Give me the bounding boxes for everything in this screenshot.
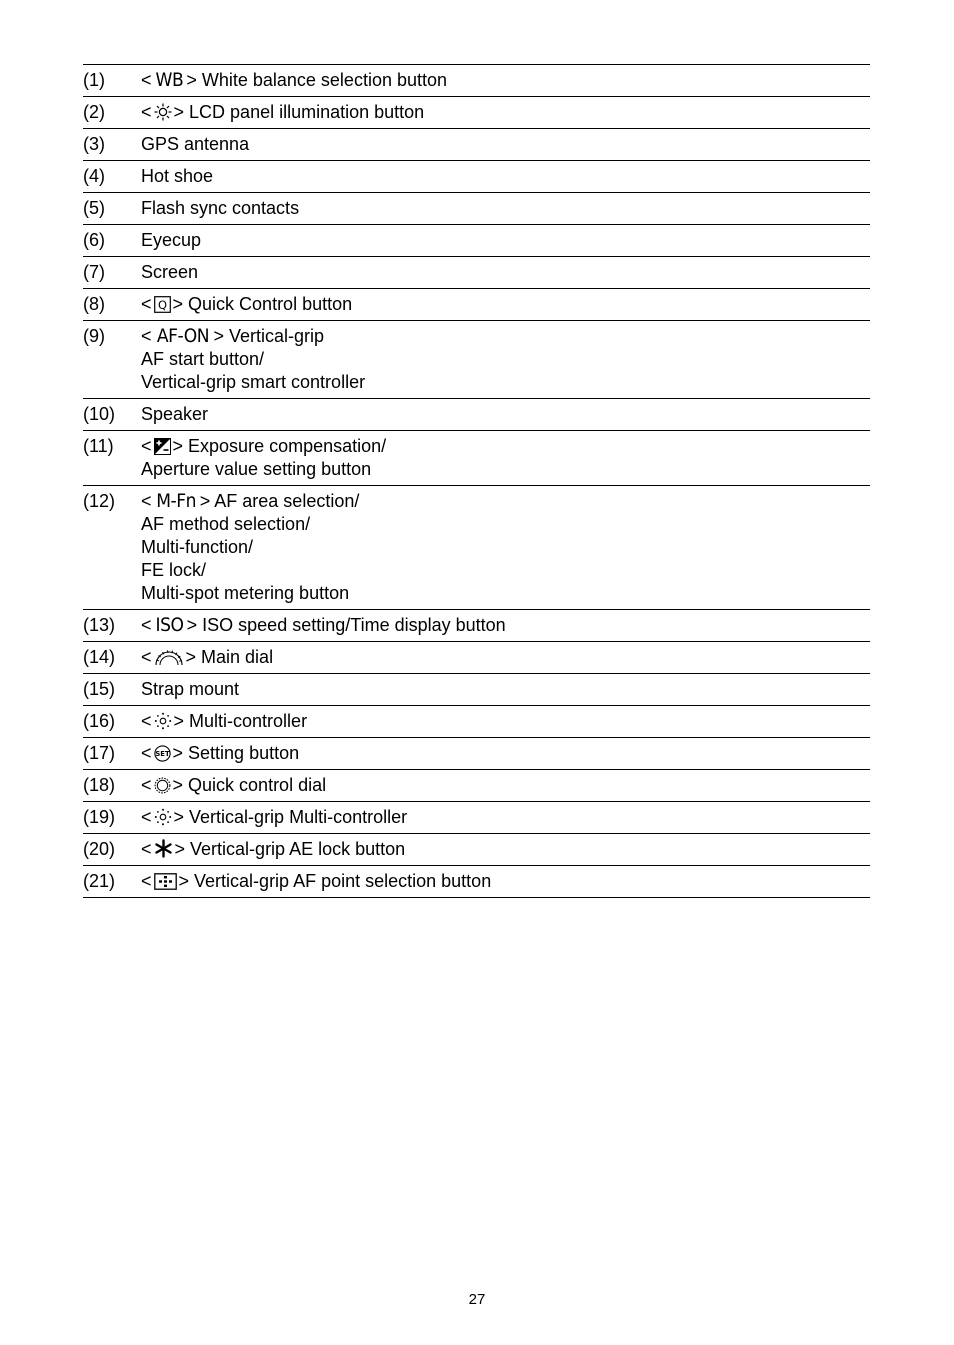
item-number: (21) [83,871,116,891]
item-number: (13) [83,615,116,635]
item-number: (1) [83,70,105,90]
quick-control-icon [154,296,171,313]
item-label: Hot shoe [141,166,214,186]
item-description: < > LCD panel illumination button [141,102,425,122]
item-label: LCD panel illumination button [189,102,425,122]
item-label: AF method selection/ [141,514,311,534]
item-number: (3) [83,134,105,154]
item-number: (5) [83,198,105,218]
item-description [141,229,870,252]
ae-lock-icon [154,839,173,858]
item-number: (19) [83,807,116,827]
m-fn-icon: M-Fn [155,490,196,512]
item-label: Eyecup [141,230,202,250]
table-row [83,770,870,802]
item-label: Screen [141,262,199,282]
table-row [83,97,870,129]
item-description: < Q > Quick Control button [141,294,353,314]
multi-controller-icon [154,712,172,730]
item-number: (7) [83,262,105,282]
table-row [83,161,870,193]
table-row [83,321,870,399]
item-number: (18) [83,775,116,795]
item-label: Setting button [188,743,300,763]
item-label: Strap mount [141,679,240,699]
main-dial-icon [154,648,184,666]
item-description: < AF-ON > Vertical-grip AF start button/ Vertical-grip smart controller [141,325,870,394]
item-label: Flash sync contacts [141,198,300,218]
table-row [83,431,870,486]
item-number: (4) [83,166,105,186]
table-row [83,65,870,97]
svg-text:Q: Q [157,298,167,312]
item-label: Vertical-grip [229,326,325,346]
table-row [83,289,870,321]
item-label: AF start button/ [141,349,265,369]
item-description: < SET > Setting button [141,743,300,763]
item-label: FE lock/ [141,560,207,580]
item-label: Aperture value setting button [141,459,372,479]
item-label: Vertical-grip smart controller [141,372,366,392]
parts-table [83,64,870,898]
table-row [83,129,870,161]
item-label: White balance selection button [201,70,448,90]
item-number: (20) [83,839,116,859]
quick-control-dial-icon [154,777,171,794]
iso-icon: ISO [155,614,184,636]
af-point-selection-icon [154,873,177,890]
table-row [83,834,870,866]
item-label: Multi-controller [189,711,308,731]
item-label: Multi-function/ [141,537,254,557]
item-label: Exposure compensation/ [188,436,387,456]
table-row [83,642,870,674]
multi-controller-icon [154,808,172,826]
exposure-compensation-icon [154,438,171,455]
item-description: < ISO > ISO speed setting/Time display button [141,614,506,636]
item-description [141,133,870,156]
table-row [83,738,870,770]
table-row [83,399,870,431]
item-description: < > Exposure compensation/ Aperture value setting button [141,435,870,481]
item-description: < > Multi-controller [141,711,308,731]
item-number: (14) [83,647,116,667]
item-number: (10) [83,404,116,424]
item-number: (15) [83,679,116,699]
item-description: < > Main dial [141,647,274,667]
item-number: (17) [83,743,116,763]
item-number: (2) [83,102,105,122]
table-row [83,674,870,706]
item-label: Vertical-grip AE lock button [190,839,406,859]
item-description [141,197,870,220]
item-description [141,403,870,426]
item-description [141,678,870,701]
item-description: < > Vertical-grip Multi-controller [141,807,408,827]
item-label: AF area selection/ [214,491,360,511]
table-row [83,193,870,225]
item-label: Vertical-grip Multi-controller [189,807,408,827]
item-number: (12) [83,491,116,511]
set-icon [154,745,171,762]
item-description: < > Vertical-grip AE lock button [141,839,406,859]
item-label: ISO speed setting/Time display button [202,615,506,635]
item-number: (8) [83,294,105,314]
table-row [83,486,870,610]
item-number: (9) [83,326,105,346]
item-number: (16) [83,711,116,731]
item-label: Vertical-grip AF point selection button [194,871,492,891]
item-description: < > Quick control dial [141,775,327,795]
item-description: < > Vertical-grip AF point selection button [141,871,492,891]
item-label: Main dial [201,647,274,667]
page-number: 27 [468,1291,486,1308]
item-label: GPS antenna [141,134,250,154]
af-on-icon: AF-ON [156,325,209,347]
table-row [83,257,870,289]
item-label: Speaker [141,404,209,424]
table-row [83,802,870,834]
item-label: Quick Control button [188,294,353,314]
table-row [83,866,870,898]
table-row [83,610,870,642]
item-description: < M-Fn > AF area selection/ AF method selection/ Multi-function/ FE lock/ Multi-spot metering button [141,490,870,605]
item-number: (6) [83,230,105,250]
item-label: Quick control dial [188,775,327,795]
table-row [83,706,870,738]
item-description: < WB > White balance selection button [141,69,448,91]
item-number: (11) [83,436,114,456]
item-description [141,261,870,284]
svg-text:SET: SET [154,750,170,759]
illumination-icon [154,103,172,121]
wb-icon: WB [155,69,183,91]
table-row [83,225,870,257]
item-label: Multi-spot metering button [141,583,350,603]
item-description [141,165,870,188]
